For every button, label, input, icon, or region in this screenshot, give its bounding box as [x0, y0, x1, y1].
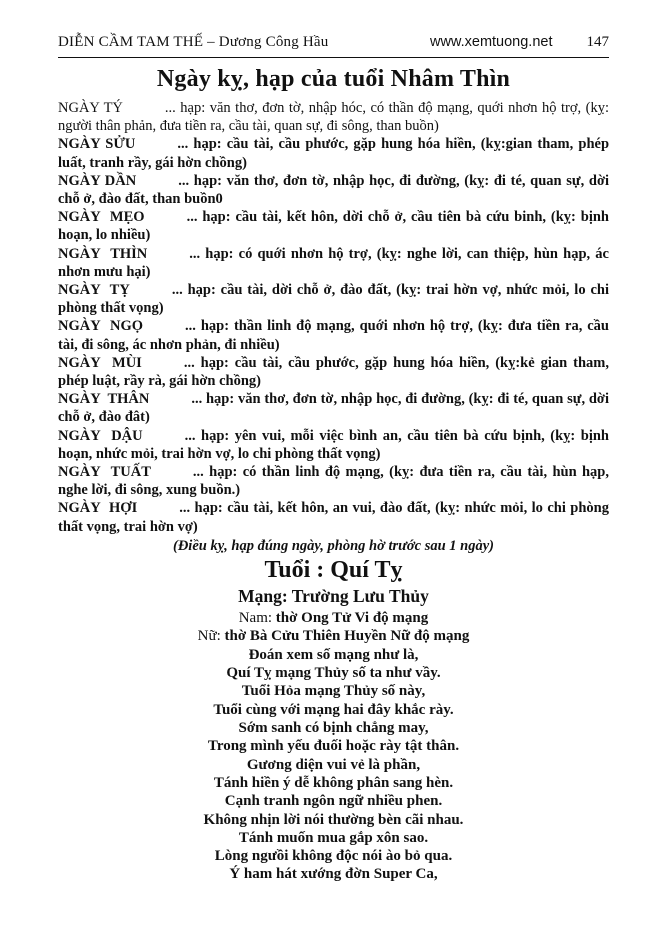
day-entry-dau: [58, 427, 609, 463]
verse-line: Đoán xem số mạng như là,: [248, 646, 419, 663]
day-entry-suu: [58, 135, 609, 171]
day-name: NGÀY THÌN: [58, 245, 148, 262]
verse-line: Gương diện vui vẻ là phần,: [246, 756, 421, 773]
day-entry-ngo: [58, 317, 609, 353]
verse-line: Cạnh tranh ngôn ngữ nhiều phen.: [224, 793, 443, 810]
female-label: Nữ:: [197, 628, 221, 645]
website-url: www.xemtuong.net: [429, 34, 553, 50]
day-entry-ty: [58, 99, 609, 135]
verse-line: Lòng ngưồi không độc nói ào bỏ qua.: [214, 848, 453, 865]
female-deity-text: thờ Bà Cửu Thiên Huyền Nữ độ mạng: [224, 628, 470, 645]
book-title: DIỄN CẦM TAM THẾ – Dương Công Hầu: [58, 34, 329, 50]
day-text: ... hạp: văn thơ, đơn tờ, nhập học, đi đường, (kỵ: đi té, quan sự, dời chỗ ở, đào đất, than buồn0: [58, 172, 609, 208]
day-entry-meo: [58, 208, 609, 244]
day-text: ... hạp: cầu tài, cầu phước, gặp hung hóa hiền, (kỵ:gian tham, phép luất, tranh rầy, gái hờn chồng): [58, 136, 610, 171]
destiny-line: Mạng: Trường Lưu Thủy: [238, 585, 429, 606]
day-name: NGÀY HỢI: [58, 500, 138, 517]
day-text: ... hạp: cầu tài, kết hôn, an vui, đào đất, (kỵ: nhức mỏi, lo chi phòng thất vọng, trai hờn vợ): [58, 500, 609, 535]
day-name: NGÀY DẦN: [58, 172, 137, 189]
verse-line: Trong mình yếu đuối hoặc rày tật thân.: [207, 738, 460, 755]
day-text: ... hạp: văn thơ, đơn tờ, nhập hóc, có thần độ mạng, quới nhơn hộ trợ, (kỵ: người thân phản, đưa tiền ra, cầu tài, quan sự, đi sông, than buồn): [58, 100, 609, 135]
section2-title: Tuổi : Quí Tỵ: [264, 556, 403, 583]
verse-line: Sớm sanh có bịnh chẳng may,: [238, 720, 429, 737]
day-entry-thin: [58, 245, 609, 281]
day-name: NGÀY TÝ: [58, 100, 123, 116]
verse-line: Tánh hiền ý dễ không phân sang hèn.: [213, 774, 454, 791]
page-number: 147: [586, 34, 609, 50]
day-name: NGÀY NGỌ: [58, 318, 144, 335]
page-header: [58, 34, 609, 57]
male-label: Nam:: [238, 609, 273, 626]
verse-line: Không nhịn lời nói thường bèn cãi nhau.: [203, 811, 464, 828]
verse-line: Tuổi Hỏa mạng Thủy số này,: [241, 683, 426, 700]
verse-line: Ý ham hát xướng đờn Super Ca,: [229, 866, 438, 883]
day-text: ... hạp: văn thơ, đơn tờ, nhập học, đi đường, (kỵ: đi té, quan sự, dời chỗ ở, đào đât): [58, 391, 609, 426]
female-deity-line: [58, 627, 609, 646]
caution-note: (Điều kỵ, hạp đúng ngày, phòng hờ trước sau 1 ngày): [172, 537, 494, 554]
day-entry-tuat: [58, 463, 609, 499]
day-text: ... hạp: yên vui, mỗi việc bình an, cầu tiên bà cứu bịnh, (kỵ: bịnh hoạn, nhức mỏi, trai hờn vợ, lo chi phòng thất vọng): [58, 427, 609, 462]
day-name: NGÀY MÙI: [58, 354, 142, 371]
day-entry-hoi: [58, 499, 609, 535]
day-name: NGÀY THÂN: [58, 391, 150, 408]
day-name: NGÀY TỴ: [58, 282, 130, 299]
day-text: ... hạp: cầu tài, cầu phước, gặp hung hóa hiền, (kỵ:kẻ gian tham, phép luật, rầy rà, gái hờn chồng): [58, 354, 609, 390]
verse-line: Tuổi cùng với mạng hai đây khắc rày.: [213, 701, 454, 718]
verse-line: Tánh muốn mua gắp xôn sao.: [238, 829, 429, 846]
day-entry-dan: [58, 172, 609, 208]
day-text: ... hạp: có thần linh độ mạng, (kỵ: đưa tiền ra, cầu tài, hùn hạp, nghe lời, đi sông, xung buồn.): [58, 464, 609, 499]
day-text: ... hạp: cầu tài, kết hôn, dời chỗ ở, cầu tiên bà cứu binh, (kỵ: bịnh hoạn, lo nhiều): [58, 209, 609, 244]
male-deity-line: [58, 609, 609, 628]
day-entry-than: [58, 390, 609, 426]
verse-line: Quí Tỵ mạng Thủy số ta như vầy.: [226, 665, 441, 682]
day-text: ... hạp: có quới nhơn hộ trợ, (kỵ: nghe lời, can thiệp, hùn hạp, ác nhơn mưu hại): [58, 245, 609, 280]
section1-title: Ngày kỵ, hạp của tuổi Nhâm Thìn: [156, 66, 511, 92]
day-name: NGÀY TUẤT: [58, 464, 151, 481]
day-entry-mui: [58, 354, 609, 390]
male-deity-text: thờ Ong Tử Vi độ mạng: [275, 609, 429, 626]
day-name: NGÀY SỬU: [58, 136, 136, 153]
day-text: ... hạp: cầu tài, dời chỗ ở, đào đất, (kỵ: trai hờn vợ, nhức mỏi, lo chi phòng thất vọng): [58, 282, 609, 317]
day-entry-tyj: [58, 281, 609, 317]
day-name: NGÀY MẸO: [58, 209, 145, 226]
header-divider: [58, 57, 609, 58]
day-name: NGÀY DẬU: [58, 427, 143, 444]
day-text: ... hạp: thần linh độ mạng, quới nhơn hộ trợ, (kỵ: đưa tiền ra, cầu tài, đi sông, ác nhơn phản, đi nhiều): [58, 318, 609, 353]
